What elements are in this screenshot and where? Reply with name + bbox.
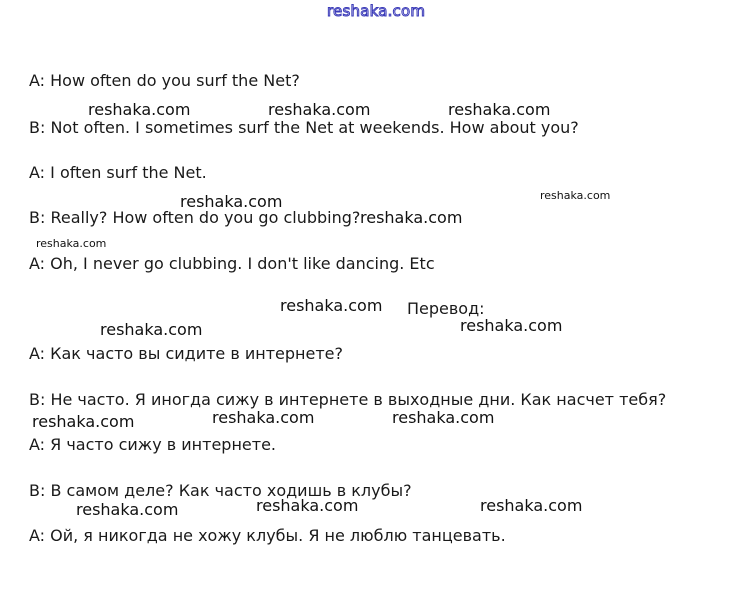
watermark: reshaka.com [480, 496, 583, 515]
watermark: reshaka.com [392, 408, 495, 427]
watermark: reshaka.com [256, 496, 359, 515]
translation-line-2: B: Не часто. Я иногда сижу в интернете в выходные дни. Как насчет тебя? [29, 390, 667, 409]
watermark: reshaka.com [360, 208, 463, 227]
watermark: reshaka.com [36, 237, 107, 250]
watermark: reshaka.com [76, 500, 179, 519]
dialogue-line-3: A: I often surf the Net. [29, 163, 207, 182]
dialogue-line-4: B: Really? How often do you go clubbing? [29, 208, 361, 227]
watermark: reshaka.com [460, 316, 563, 335]
dialogue-line-2: B: Not often. I sometimes surf the Net at weekends. How about you? [29, 118, 579, 137]
watermark: reshaka.com [268, 100, 371, 119]
watermark: reshaka.com [180, 192, 283, 211]
translation-line-5: A: Ой, я никогда не хожу клубы. Я не люблю танцевать. [29, 526, 506, 545]
translation-label: Перевод: [407, 299, 485, 318]
translation-line-3: A: Я часто сижу в интернете. [29, 435, 277, 454]
watermark: reshaka.com [88, 100, 191, 119]
watermark: reshaka.com [100, 320, 203, 339]
dialogue-line-1: A: How often do you surf the Net? [29, 71, 300, 90]
watermark: reshaka.com [540, 189, 611, 202]
watermark: reshaka.com [212, 408, 315, 427]
watermark: reshaka.com [32, 412, 135, 431]
translation-line-1: A: Как часто вы сидите в интернете? [29, 344, 344, 363]
watermark: reshaka.com [448, 100, 551, 119]
watermark: reshaka.com [280, 296, 383, 315]
dialogue-line-5: A: Oh, I never go clubbing. I don't like dancing. Etc [29, 254, 435, 273]
header-watermark: reshaka.com [327, 2, 426, 20]
translation-line-4: B: В самом деле? Как часто ходишь в клубы? [29, 481, 412, 500]
